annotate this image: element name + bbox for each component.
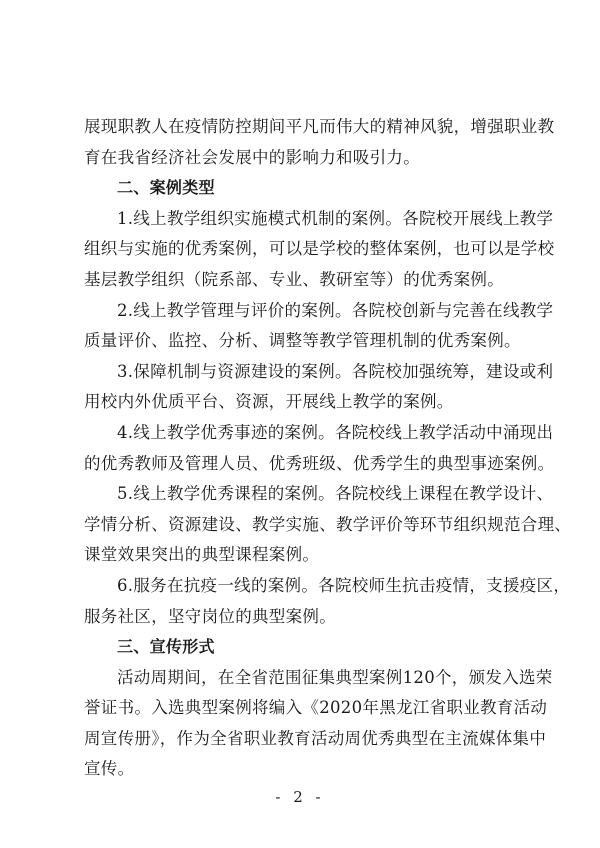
paragraph-line: 基层教学组织（院系部、专业、教研室等）的优秀案例。 xyxy=(84,269,504,289)
paragraph-line: 周宣传册》，作为全省职业教育活动周优秀典型在主流媒体集中 xyxy=(84,728,547,748)
paragraph-line: 组织与实施的优秀案例，可以是学校的整体案例，也可以是学校 xyxy=(84,239,555,259)
paragraph-line: 展现职教人在疫情防控期间平凡而伟大的精神风貌，增强职业教 xyxy=(84,117,555,136)
paragraph-line: 育在我省经济社会发展中的影响力和吸引力。 xyxy=(84,147,420,167)
page-number: - 2 - xyxy=(275,788,325,806)
paragraph-line: 课堂效果突出的典型课程案例。 xyxy=(84,545,320,565)
paragraph-line: 誉证书。入选典型案例将编入《2020年黑龙江省职业教育活动 xyxy=(84,698,548,718)
paragraph-line: 质量评价、监控、分析、调整等教学管理机制的优秀案例。 xyxy=(84,331,521,351)
paragraph-line: 宣传。 xyxy=(84,759,135,779)
section-heading: 二、案例类型 xyxy=(117,178,215,198)
paragraph-line: 6.服务在抗疫一线的案例。各院校师生抗击疫情，支援疫区， xyxy=(117,575,571,595)
paragraph-line: 用校内外优质平台、资源，开展线上教学的案例。 xyxy=(84,392,454,412)
paragraph-line: 3.保障机制与资源建设的案例。各院校加强统筹，建设或利 xyxy=(117,361,554,381)
paragraph-line: 活动周期间，在全省范围征集典型案例120个，颁发入选荣 xyxy=(117,667,553,687)
section-heading: 三、宣传形式 xyxy=(117,637,215,657)
paragraph-line: 的优秀教师及管理人员、优秀班级、优秀学生的典型事迹案例。 xyxy=(84,453,555,473)
paragraph-line: 4.线上教学优秀事迹的案例。各院校线上教学活动中涌现出 xyxy=(117,422,554,442)
paragraph-line: 2.线上教学管理与评价的案例。各院校创新与完善在线教学 xyxy=(117,300,554,320)
paragraph-line: 服务社区，坚守岗位的典型案例。 xyxy=(84,606,336,626)
paragraph-line: 学情分析、资源建设、教学实施、教学评价等环节组织规范合理、 xyxy=(84,514,572,534)
body-text xyxy=(84,112,572,785)
paragraph-line: 5.线上教学优秀课程的案例。各院校线上课程在教学设计、 xyxy=(117,484,554,504)
paragraph-line: 1.线上教学组织实施模式机制的案例。各院校开展线上教学 xyxy=(117,208,554,228)
